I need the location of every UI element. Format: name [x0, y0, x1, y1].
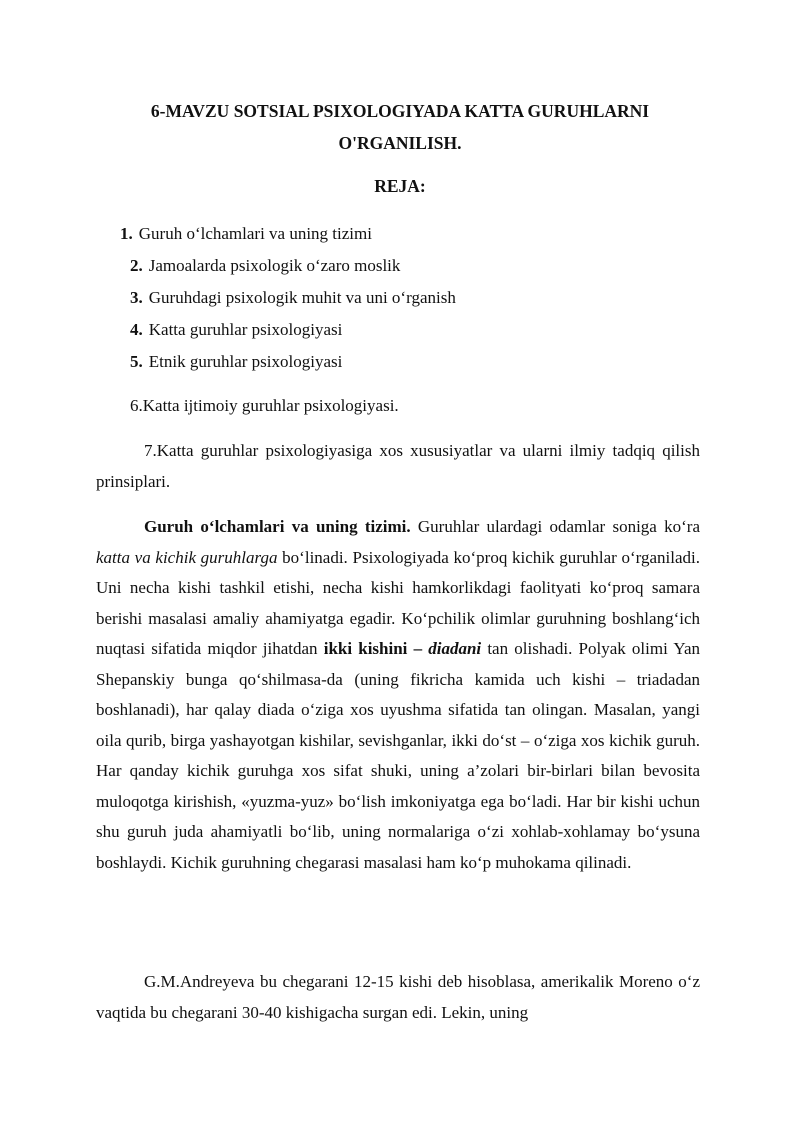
plan-item-4: [130, 318, 342, 342]
plan-item-number: 5.: [130, 352, 143, 371]
paragraph-text: Guruhlar ulardagi odamlar soniga ko‘ra: [410, 517, 700, 536]
page-title: [100, 95, 700, 159]
plan-item-6: 6.Katta ijtimoiy guruhlar psixologiyasi.: [130, 396, 399, 415]
plan-item-5: [130, 350, 342, 374]
plan-item-text: Etnik guruhlar psixologiyasi: [148, 352, 343, 371]
plan-item-text: Jamoalarda psixologik o‘zaro moslik: [148, 256, 401, 275]
plan-item-number: 1.: [120, 224, 133, 243]
plan-item-3: [130, 286, 456, 310]
bold-italic-text: diadani: [428, 639, 482, 658]
bold-text: ikki kishini –: [323, 639, 429, 658]
section-heading: Guruh o‘lchamlari va uning tizimi.: [144, 517, 411, 536]
title-line-1: 6-MAVZU SOTSIAL PSIXOLOGIYADA KATTA GURUHLARNI: [150, 101, 650, 121]
plan-item-number: 3.: [130, 288, 143, 307]
plan-item-2: [130, 254, 400, 278]
plan-item-text: Katta guruhlar psixologiyasi: [148, 320, 343, 339]
plan-item-number: 4.: [130, 320, 143, 339]
plan-item-7-text: 7.Katta guruhlar psixologiyasiga xos xususiyatlar va ularni ilmiy tadqiq qilish prinsiplari.: [96, 441, 700, 491]
body-paragraph-2: [96, 967, 700, 1028]
plan-item-7: [96, 436, 700, 497]
plan-item-text: Guruh o‘lchamlari va uning tizimi: [138, 224, 372, 243]
plan-item-1: [120, 222, 372, 246]
plan-heading: REJA:: [374, 176, 426, 196]
italic-text: katta va kichik guruhlarga: [96, 547, 278, 567]
paragraph-text: bo‘linadi. Psixologiyada ko‘proq kichik guruhlar o‘rganiladi. Uni necha kishi tashkil etishi, necha kishi hamkorlikdagi faolityati ko‘proq samara berishi masalasi amaliy ahamiyatga egadir. Ko‘pchilik olimlar guruhning boshlang‘ich nuqtasi sifatida miqdor jihatdan: [96, 547, 700, 658]
plan-item-text: Guruhdagi psixologik muhit va uni o‘rganish: [148, 288, 456, 307]
paragraph-text: tan olishadi. Polyak olimi Yan Shepanskiy bunga qo‘shilmasa-da (uning fikricha kamida uch kishi – triadadan boshlanadi), har qalay diada o‘ziga xos uyushma sifatida tan olingan. Masalan, yangi oila qurib, birga yashayotgan kishilar, sevishganlar, ikki do‘st – o‘ziga xos kichik guruh. Har qanday kichik guruhga xos sifat shuki, uning a’zolari bir-birlari bilan bevosita muloqotga kirishish, «yuzma-yuz» bo‘lish imkoniyatga ega bo‘ladi. Har bir kishi uchun shu guruh juda ahamiyatli bo‘lib, uning normalariga o‘zi xohlab-xohlamay bo‘ysuna boshlaydi. Kichik guruhning chegarasi masalasi ham ko‘p muhokama qilinadi.: [96, 639, 700, 872]
paragraph-text: G.M.Andreyeva bu chegarani 12-15 kishi deb hisoblasa, amerikalik Moreno o‘z vaqtida bu chegarani 30-40 kishigacha surgan edi. Lekin, uning: [96, 972, 700, 1022]
title-line-2: O'RGANILISH.: [338, 133, 462, 153]
plan-item-number: 2.: [130, 256, 143, 275]
body-paragraph-1: [96, 512, 700, 878]
